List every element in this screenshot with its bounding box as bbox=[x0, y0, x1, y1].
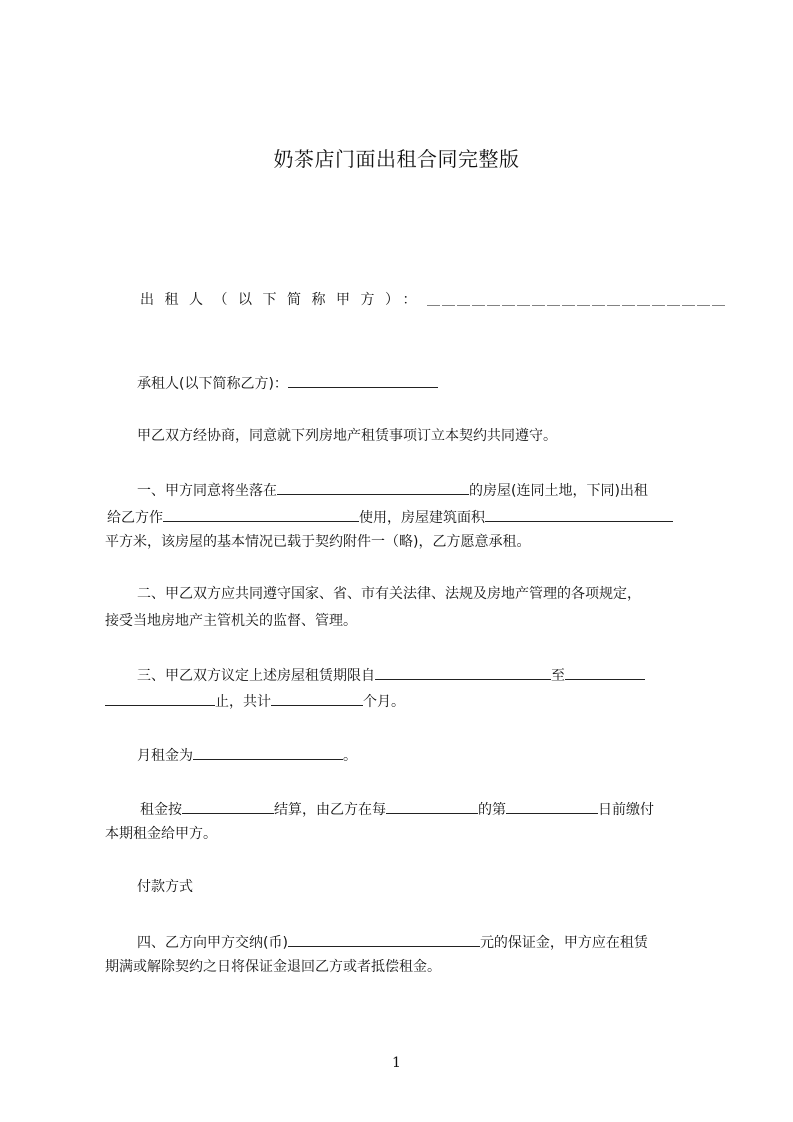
lessee-blank bbox=[288, 372, 438, 388]
clause2-line1: 二、甲乙双方应共同遵守国家、省、市有关法律、法规及房地产管理的各项规定， bbox=[137, 586, 641, 602]
clause3-part-c: 止，共计 bbox=[215, 694, 271, 710]
clause4-part-b: 元的保证金，甲方应在租赁 bbox=[479, 935, 648, 951]
lessor-label: 出租人（以下简称甲方）： bbox=[140, 292, 427, 308]
clause4-deposit-blank bbox=[288, 931, 480, 947]
lessee-line bbox=[137, 372, 438, 394]
clause4-line2: 期满或解除契约之日将保证金退回乙方或者抵偿租金。 bbox=[105, 959, 441, 975]
clause3-end-blank-a bbox=[565, 664, 645, 680]
clause1-usage-blank bbox=[163, 506, 359, 522]
payment-method-heading: 付款方式 bbox=[137, 879, 193, 895]
clause3-part-b: 至 bbox=[551, 668, 565, 684]
clause3-months-blank bbox=[271, 690, 363, 706]
rent-end: 。 bbox=[343, 748, 357, 764]
clause4-line1 bbox=[137, 931, 648, 953]
clause1-line2 bbox=[107, 506, 673, 528]
payment-part-d: 日前缴付 bbox=[598, 802, 654, 818]
payment-line2: 本期租金给甲方。 bbox=[105, 826, 217, 842]
lessor-line bbox=[140, 290, 727, 311]
lessee-label: 承租人(以下简称乙方)： bbox=[137, 376, 288, 392]
page-number: 1 bbox=[392, 1055, 401, 1071]
document-title: 奶茶店门面出租合同完整版 bbox=[273, 147, 520, 171]
lessor-blank: ＿＿＿＿＿＿＿＿＿＿＿＿＿＿＿＿＿＿＿＿ bbox=[427, 293, 728, 308]
clause3-line1 bbox=[137, 664, 645, 686]
clause1-part-e: 平方米，该房屋的基本情况已载于契约附件一（略)，乙方愿意承租。 bbox=[105, 534, 531, 550]
payment-part-c: 的第 bbox=[478, 802, 506, 818]
clause1-part-b: 的房屋(连同土地，下同)出租 bbox=[469, 483, 648, 499]
clause4-part-a: 四、乙方向甲方交纳(币) bbox=[137, 935, 288, 951]
payment-period-blank bbox=[386, 798, 478, 814]
clause1-part-a: 一、甲方同意将坐落在 bbox=[137, 483, 277, 499]
clause1-part-c: 给乙方作 bbox=[107, 510, 163, 526]
payment-part-a: 租金按 bbox=[140, 802, 182, 818]
clause3-part-a: 三、甲乙双方议定上述房屋租赁期限自 bbox=[137, 668, 375, 684]
clause3-start-blank bbox=[375, 664, 551, 680]
clause2-line2: 接受当地房地产主管机关的监督、管理。 bbox=[105, 613, 357, 629]
payment-line1 bbox=[140, 798, 654, 820]
clause1-location-blank bbox=[277, 479, 469, 495]
clause3-end-blank-b bbox=[105, 690, 215, 706]
clause3-line2 bbox=[105, 690, 405, 712]
payment-settlement-blank bbox=[182, 798, 274, 814]
clause1-area-blank bbox=[485, 506, 673, 522]
clause1-part-d: 使用，房屋建筑面积 bbox=[359, 510, 485, 526]
clause3-part-d: 个月。 bbox=[363, 694, 405, 710]
clause1-line1 bbox=[137, 479, 648, 501]
rent-blank bbox=[193, 744, 343, 760]
intro-text: 甲乙双方经协商，同意就下列房地产租赁事项订立本契约共同遵守。 bbox=[137, 428, 557, 444]
rent-line bbox=[137, 744, 357, 766]
payment-part-b: 结算，由乙方在每 bbox=[274, 802, 386, 818]
payment-day-blank bbox=[506, 798, 598, 814]
rent-label: 月租金为 bbox=[137, 748, 193, 764]
